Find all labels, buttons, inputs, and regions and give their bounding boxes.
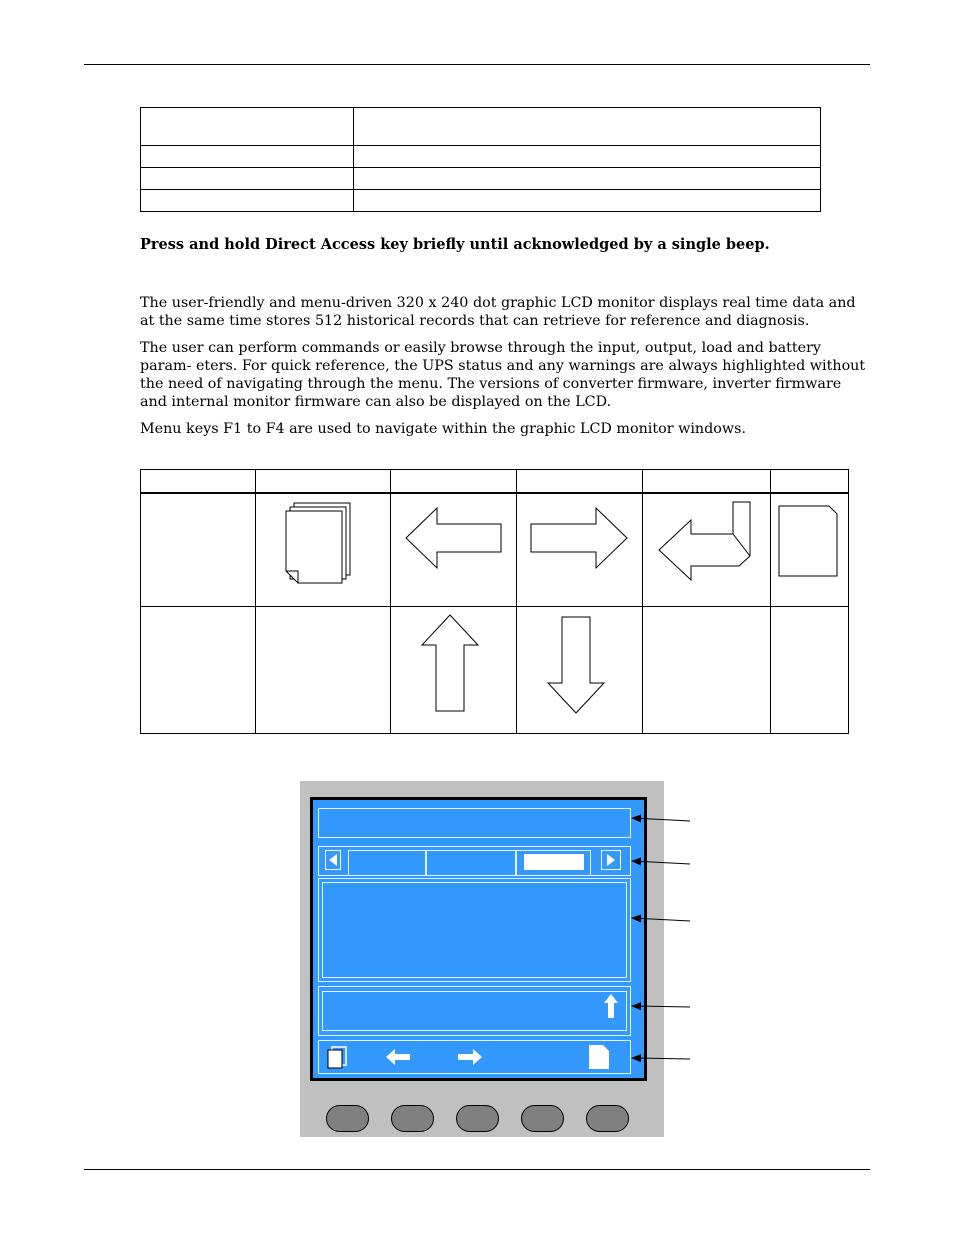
direct-access-note: Press and hold Direct Access key briefly until acknowledged by a single beep.: [140, 236, 770, 253]
arrow-up-icon: [418, 613, 482, 713]
table-cell: [391, 470, 517, 494]
table-cell: [771, 470, 849, 494]
table-cell: [141, 493, 256, 607]
table-cell: [141, 146, 354, 168]
paragraph-browse: The user can perform commands or easily browse through the input, output, load and battery param- eters. For quick reference, the UPS status and any warnings are always highlighted without the need of navigating through the menu. The versions of converter firmware, inverter firmware and internal monitor firmware can also be displayed on the LCD.: [140, 340, 866, 410]
paragraph-lcd-intro: The user-friendly and menu-driven 320 x 240 dot graphic LCD monitor displays real time data and at the same time stores 512 historical records that can retrieve for reference and diagnosis.: [140, 295, 856, 329]
table-cell: [517, 493, 643, 607]
table-cell: [141, 470, 256, 494]
lcd-screen: [313, 800, 644, 1078]
table-cell: [141, 108, 354, 146]
arrow-right-icon: [457, 1048, 483, 1066]
paragraph-menu-keys: Menu keys F1 to F4 are used to navigate within the graphic LCD monitor windows.: [140, 421, 746, 437]
lcd-data-window-inner: [322, 882, 627, 978]
table-cell: [354, 146, 821, 168]
table-cell: [643, 493, 771, 607]
arrow-left-icon: [385, 1048, 411, 1066]
panel-key-1[interactable]: [326, 1105, 369, 1132]
page-icon: [777, 504, 841, 580]
pages-icon: [282, 500, 362, 590]
menu-key-icon-table: [140, 469, 849, 734]
panel-key-4[interactable]: [521, 1105, 564, 1132]
table-cell: [643, 470, 771, 494]
lcd-screen-frame: [310, 797, 647, 1081]
arrow-left-icon: [404, 506, 504, 570]
panel-key-3[interactable]: [456, 1105, 499, 1132]
header-rule: [84, 64, 870, 65]
triangle-right-icon: [602, 851, 620, 869]
table-cell: [643, 607, 771, 734]
lcd-monitor-panel: [300, 781, 664, 1137]
table-cell: [141, 607, 256, 734]
table-cell: [141, 168, 354, 190]
table-cell: [354, 190, 821, 212]
arrow-up-icon: [603, 993, 619, 1019]
lcd-tab-2[interactable]: [426, 850, 516, 876]
table-cell: [391, 493, 517, 607]
table-cell: [391, 607, 517, 734]
lcd-status-window-inner: [322, 991, 627, 1031]
table-cell: [354, 168, 821, 190]
lcd-tab-3[interactable]: [516, 850, 591, 876]
table-cell: [517, 470, 643, 494]
table-cell: [256, 470, 391, 494]
enter-icon: [657, 500, 757, 590]
page-icon: [588, 1044, 610, 1070]
triangle-left-icon: [326, 851, 340, 869]
footer-rule: [84, 1169, 870, 1170]
pages-icon: [326, 1045, 348, 1069]
table-cell: [256, 607, 391, 734]
panel-key-2[interactable]: [391, 1105, 434, 1132]
direct-access-table: [140, 107, 821, 212]
table-cell: [517, 607, 643, 734]
table-cell: [771, 607, 849, 734]
lcd-tab-1[interactable]: [348, 850, 426, 876]
panel-key-5[interactable]: [586, 1105, 629, 1132]
lcd-title-bar: [318, 808, 631, 838]
tab-scroll-right-button[interactable]: [601, 850, 621, 870]
table-cell: [256, 493, 391, 607]
table-cell: [771, 493, 849, 607]
table-cell: [354, 108, 821, 146]
table-cell: [141, 190, 354, 212]
tab-scroll-left-button[interactable]: [325, 850, 341, 870]
arrow-right-icon: [529, 506, 629, 570]
arrow-down-icon: [544, 615, 608, 715]
